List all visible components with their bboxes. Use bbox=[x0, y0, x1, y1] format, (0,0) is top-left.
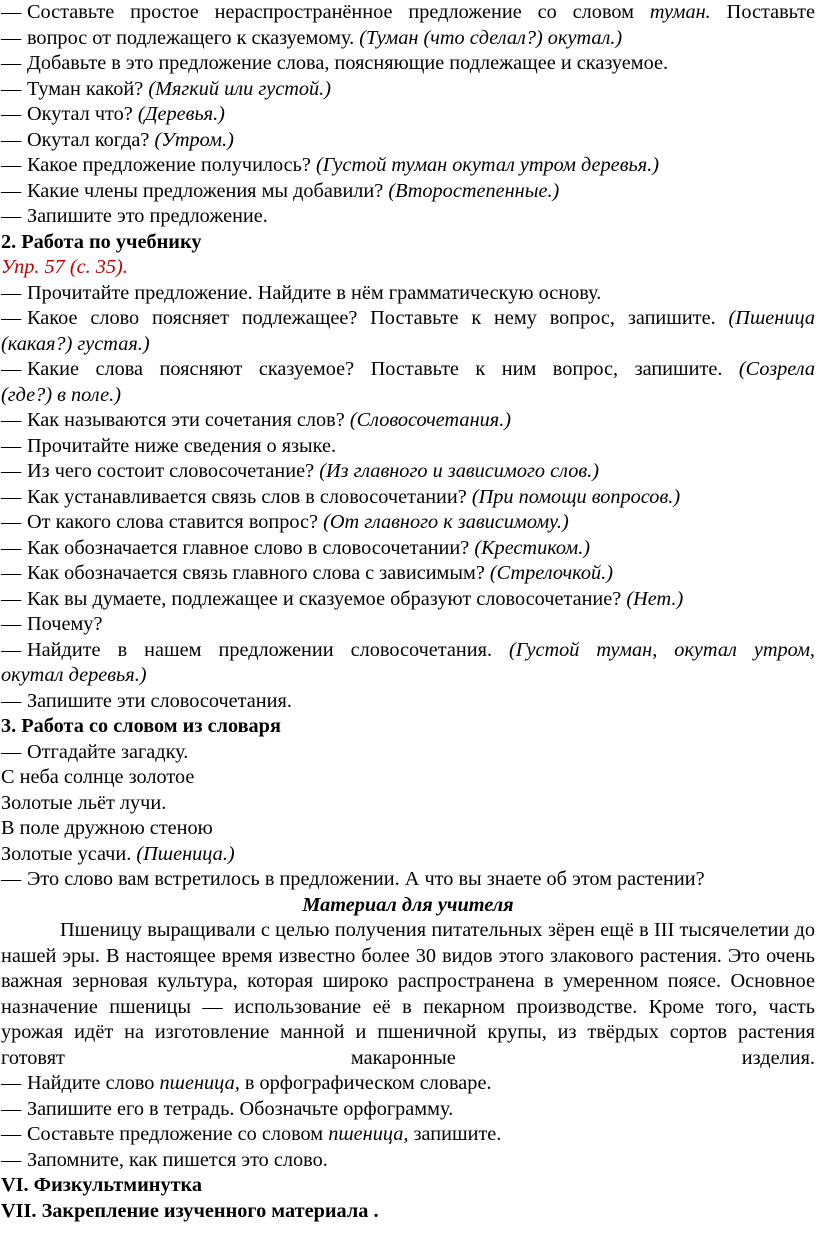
text-line bbox=[1, 77, 815, 103]
dash-mark: — bbox=[1, 77, 22, 100]
text-line bbox=[1, 51, 815, 77]
text-line bbox=[1, 332, 815, 358]
question-text: Прочитайте предложение. Найдите в нём грамматическую основу. bbox=[27, 281, 602, 304]
text-line bbox=[1, 1173, 815, 1199]
text-line bbox=[1, 179, 815, 205]
dash-mark: — bbox=[1, 103, 22, 125]
dash-mark: — bbox=[1, 205, 22, 227]
section-heading: VI. Физкультминутка bbox=[1, 1174, 203, 1196]
question-text: Какие члены предложения мы добавили? bbox=[27, 179, 389, 202]
text-line bbox=[1, 383, 815, 409]
text-line bbox=[1, 510, 815, 536]
answer-text: (Густой туман, окутал утром, bbox=[509, 638, 815, 661]
text-line bbox=[1, 612, 815, 638]
dash-mark: — bbox=[1, 689, 22, 712]
answer-text: (какая?) густая.) bbox=[1, 332, 150, 355]
riddle-line: С неба солнце золотое bbox=[1, 766, 195, 788]
question-text: Какие слова поясняют сказуемое? Поставьте к ним вопрос, запишите. bbox=[27, 358, 739, 380]
dash-mark: — bbox=[1, 1, 22, 23]
answer-text: (где?) в поле.) bbox=[1, 383, 121, 406]
text-line bbox=[1, 153, 815, 179]
text-line bbox=[1, 1097, 815, 1123]
text-line bbox=[1, 638, 815, 664]
text-line bbox=[1, 357, 815, 383]
question-text: Как обозначается связь главного слова с зависимым? bbox=[27, 562, 490, 584]
text-line bbox=[1, 459, 815, 485]
question-text: Окутал что? bbox=[27, 103, 138, 125]
question-text: Как устанавливается связь слов в словосочетании? bbox=[27, 485, 472, 508]
question-text: От какого слова ставится вопрос? bbox=[27, 511, 324, 533]
question-text: Окутал когда? bbox=[27, 128, 155, 151]
text-line bbox=[1, 740, 815, 766]
dash-mark: — bbox=[1, 358, 22, 380]
dash-mark: — bbox=[1, 409, 22, 431]
question-text: Как вы думаете, подлежащее и сказуемое образуют словосочетание? bbox=[27, 587, 627, 610]
text-line bbox=[1, 408, 815, 434]
question-text: Найдите слово bbox=[27, 1072, 160, 1094]
answer-text: (Стрелочкой.) bbox=[489, 562, 613, 584]
question-text: Поставьте bbox=[710, 1, 815, 23]
text-line bbox=[1, 26, 815, 52]
text-line bbox=[1, 255, 815, 281]
riddle-line: Золотые льёт лучи. bbox=[1, 791, 167, 814]
text-line bbox=[1, 102, 815, 128]
dash-mark: — bbox=[1, 154, 22, 176]
text-line bbox=[1, 281, 815, 307]
answer-text: (Созрела bbox=[738, 358, 815, 380]
text-line bbox=[1, 816, 815, 842]
dash-mark: — bbox=[1, 587, 22, 610]
riddle-line: В поле дружною стеною bbox=[1, 817, 213, 839]
dash-mark: — bbox=[1, 179, 22, 202]
text-line bbox=[1, 893, 815, 919]
answer-text: (При помощи вопросов.) bbox=[471, 485, 681, 508]
answer-text: окутал деревья.) bbox=[1, 664, 147, 686]
question-text: Отгадайте загадку. bbox=[27, 740, 189, 763]
text-line bbox=[1, 587, 815, 613]
dash-mark: — bbox=[1, 638, 22, 661]
dash-mark: — bbox=[1, 307, 22, 329]
text-line bbox=[1, 1071, 815, 1097]
answer-text: (Крестиком.) bbox=[474, 536, 591, 559]
dash-mark: — bbox=[1, 1148, 22, 1171]
teacher-material-paragraph: Пшеницу выращивали с целью получения питательных зёрен ещё в III тысячелетии до нашей эры. В настоящее время известно более 30 видов этого злакового растения. Это очень важная зерновая культура, которая широко распространена в умеренном поясе. Основное назначение пшеницы — использование её в пекарном производстве. Кроме того, часть урожая идёт на изготовление манной и пшеничной крупы, из твёрдых сортов растения готовят макаронные изделия. bbox=[1, 919, 815, 1069]
text-line bbox=[1, 714, 815, 740]
answer-text: (Густой туман окутал утром деревья.) bbox=[316, 154, 659, 176]
answer-text: (Утром.) bbox=[154, 128, 234, 151]
text-line bbox=[1, 204, 815, 230]
dash-mark: — bbox=[1, 1123, 22, 1145]
question-text: Туман какой? bbox=[27, 77, 149, 100]
text-line bbox=[1, 1199, 815, 1225]
question-text: Добавьте в это предложение слова, поясняющие подлежащее и сказуемое. bbox=[27, 52, 669, 74]
dash-mark: — bbox=[1, 26, 22, 49]
dash-mark: — bbox=[1, 434, 22, 457]
text-line bbox=[1, 128, 815, 154]
answer-text: (Пшеница.) bbox=[136, 842, 235, 865]
answer-text: пшеница, bbox=[159, 1072, 240, 1094]
dash-mark: — bbox=[1, 868, 22, 890]
dash-mark: — bbox=[1, 1097, 22, 1120]
text-line bbox=[1, 663, 815, 689]
text-line bbox=[1, 306, 815, 332]
text-line bbox=[1, 434, 815, 460]
question-text: Какое предложение получилось? bbox=[27, 154, 317, 176]
text-line bbox=[1, 1148, 815, 1174]
lesson-text-tail bbox=[1, 1071, 815, 1224]
dash-mark: — bbox=[1, 511, 22, 533]
text-line bbox=[1, 536, 815, 562]
answer-text: (Второстепенные.) bbox=[388, 179, 560, 202]
text-line bbox=[1, 791, 815, 817]
answer-text: (Пшеница bbox=[728, 307, 815, 329]
answer-text: (Нет.) bbox=[626, 587, 684, 610]
text-line bbox=[1, 561, 815, 587]
dash-mark: — bbox=[1, 740, 22, 763]
text-line bbox=[1, 485, 815, 511]
answer-text: (От главного к зависимому.) bbox=[323, 511, 569, 533]
exercise-reference: Упр. 57 (с. 35). bbox=[1, 256, 128, 278]
answer-text: пшеница, bbox=[328, 1123, 409, 1145]
section-heading: 3. Работа со словом из словаря bbox=[1, 715, 281, 737]
question-text: Прочитайте ниже сведения о языке. bbox=[27, 434, 337, 457]
dash-mark: — bbox=[1, 536, 22, 559]
dash-mark: — bbox=[1, 460, 22, 482]
question-text: Запишите это предложение. bbox=[27, 205, 268, 227]
question-text: Запомните, как пишется это слово. bbox=[27, 1148, 328, 1171]
question-text: Запишите его в тетрадь. Обозначьте орфограмму. bbox=[27, 1097, 454, 1120]
question-text: в орфографическом словаре. bbox=[239, 1072, 492, 1094]
section-heading: 2. Работа по учебнику bbox=[1, 230, 202, 253]
answer-text: (Деревья.) bbox=[137, 103, 225, 125]
question-text: Как обозначается главное слово в словосочетании? bbox=[27, 536, 475, 559]
dash-mark: — bbox=[1, 128, 22, 151]
question-text: Это слово вам встретилось в предложении. А что вы знаете об этом растении? bbox=[27, 868, 705, 890]
question-text: вопрос от подлежащего к сказуемому. bbox=[27, 26, 360, 49]
text-line bbox=[1, 0, 815, 26]
question-text: Составьте простое нераспространённое предложение со словом bbox=[27, 1, 650, 23]
question-text: Найдите в нашем предложении словосочетания. bbox=[27, 638, 510, 661]
question-text: запишите. bbox=[408, 1123, 502, 1145]
text-line bbox=[1, 765, 815, 791]
lesson-text bbox=[1, 0, 815, 918]
section-heading: VII. Закрепление изученного материала . bbox=[1, 1199, 379, 1222]
question-text: Составьте предложение со словом bbox=[27, 1123, 329, 1145]
text-line bbox=[1, 1122, 815, 1148]
dash-mark: — bbox=[1, 281, 22, 304]
text-line bbox=[1, 867, 815, 893]
question-text: Как называются эти сочетания слов? bbox=[27, 409, 350, 431]
text-line bbox=[1, 842, 815, 868]
dash-mark: — bbox=[1, 613, 22, 635]
text-line bbox=[1, 689, 815, 715]
answer-text: (Словосочетания.) bbox=[349, 409, 512, 431]
answer-text: туман. bbox=[649, 1, 711, 23]
answer-text: (Мягкий или густой.) bbox=[148, 77, 332, 100]
dash-mark: — bbox=[1, 52, 22, 74]
text-line bbox=[1, 230, 815, 256]
question-text: Почему? bbox=[27, 613, 103, 635]
dash-mark: — bbox=[1, 485, 22, 508]
answer-text: (Из главного и зависимого слов.) bbox=[319, 460, 599, 482]
question-text: Какое слово поясняет подлежащее? Поставьте к нему вопрос, запишите. bbox=[27, 307, 729, 329]
riddle-line: Золотые усачи. bbox=[1, 842, 137, 865]
question-text: Запишите эти словосочетания. bbox=[27, 689, 292, 712]
dash-mark: — bbox=[1, 562, 22, 584]
material-heading: Материал для учителя bbox=[302, 893, 514, 916]
answer-text: (Туман (что сделал?) окутал.) bbox=[359, 26, 623, 49]
dash-mark: — bbox=[1, 1072, 22, 1094]
question-text: Из чего состоит словосочетание? bbox=[27, 460, 320, 482]
